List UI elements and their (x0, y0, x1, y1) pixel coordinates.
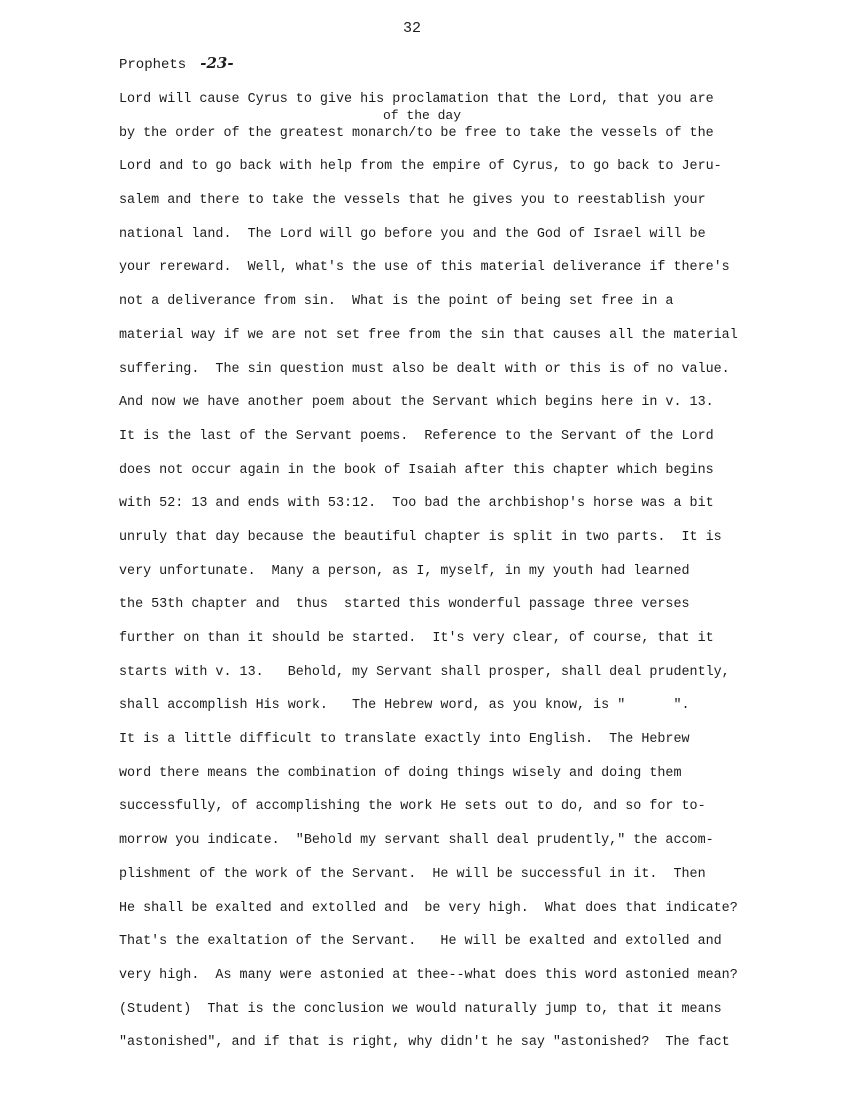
text-line: very unfortunate. Many a person, as I, myself, in my youth had learned (119, 563, 690, 579)
text-line: Lord and to go back with help from the empire of Cyrus, to go back to Jeru- (119, 159, 722, 175)
text-line: (Student) That is the conclusion we would naturally jump to, that it means (119, 1001, 722, 1017)
text-line: He shall be exalted and extolled and be very high. What does that indicate? (119, 900, 738, 916)
header-label: Prophets (119, 57, 187, 73)
text-line: the 53th chapter and thus started this wonderful passage three verses (119, 597, 690, 613)
text-line: does not occur again in the book of Isaiah after this chapter which begins (119, 462, 714, 478)
text-line: with 52: 13 and ends with 53:12. Too bad the archbishop's horse was a bit (119, 496, 714, 512)
text-line: your rereward. Well, what's the use of this material deliverance if there's (119, 260, 730, 276)
text-line: very high. As many were astonied at thee--what does this word astonied mean? (119, 967, 738, 983)
text-line: It is a little difficult to translate exactly into English. The Hebrew (119, 732, 690, 748)
interlinear-insertion: of the day (383, 108, 462, 123)
text-line: starts with v. 13. Behold, my Servant shall prosper, shall deal prudently, (119, 664, 730, 680)
text-line: And now we have another poem about the Servant which begins here in v. 13. (119, 395, 714, 411)
text-line: Lord will cause Cyrus to give his proclamation that the Lord, that you are (119, 92, 714, 107)
text-line: That's the exaltation of the Servant. He will be exalted and extolled and (119, 934, 722, 950)
text-line: shall accomplish His work. The Hebrew word, as you know, is " ". (119, 698, 690, 714)
running-header (119, 54, 234, 73)
text-line: not a deliverance from sin. What is the point of being set free in a (119, 294, 674, 310)
text-line: unruly that day because the beautiful chapter is split in two parts. It is (119, 529, 722, 545)
handwritten-page-mark: -23- (200, 54, 234, 72)
text-line: morrow you indicate. "Behold my servant shall deal prudently," the accom- (119, 833, 714, 849)
text-line: It is the last of the Servant poems. Reference to the Servant of the Lord (119, 428, 714, 444)
text-line: "astonished", and if that is right, why didn't he say "astonished? The fact (119, 1035, 730, 1051)
page-number: 32 (403, 20, 422, 37)
text-line: successfully, of accomplishing the work He sets out to do, and so for to- (119, 799, 706, 815)
text-line: national land. The Lord will go before you and the God of Israel will be (119, 226, 706, 242)
text-line: word there means the combination of doing things wisely and doing them (119, 765, 682, 781)
text-line: salem and there to take the vessels that he gives you to reestablish your (119, 193, 706, 209)
text-line: material way if we are not set free from the sin that causes all the material (119, 327, 738, 343)
text-line: suffering. The sin question must also be dealt with or this is of no value. (119, 361, 730, 377)
body-text (119, 90, 769, 1067)
text-line: by the order of the greatest monarch/to be free to take the vessels of the (119, 125, 714, 141)
text-line: plishment of the work of the Servant. He will be successful in it. Then (119, 866, 706, 882)
text-line: further on than it should be started. It's very clear, of course, that it (119, 631, 714, 646)
